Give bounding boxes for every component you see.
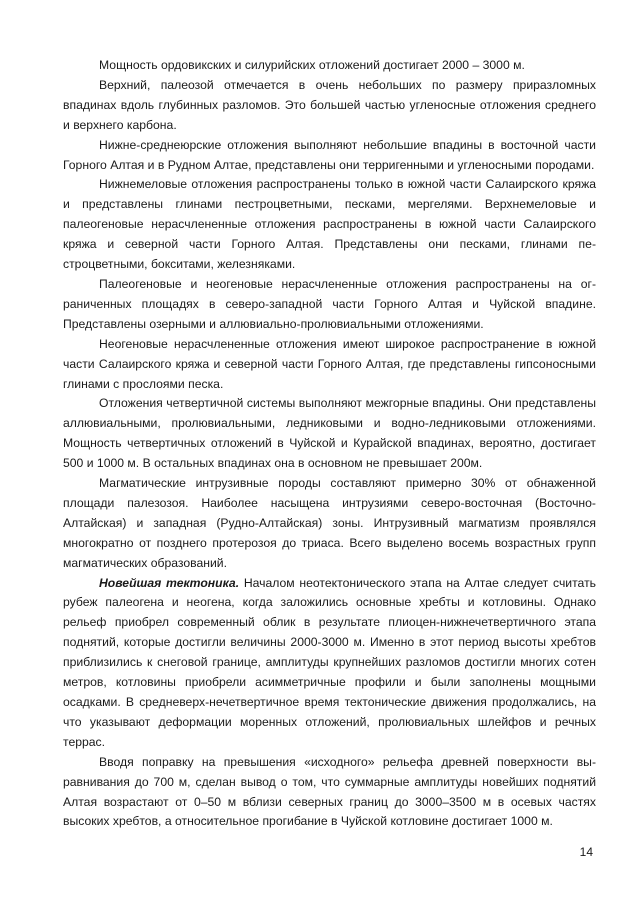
paragraph-neogene: Неогеновые нерасчлененные отложения имеют широкое распространение в южной части Салаирского кряжа и северной части Горного Алтая, где представлены гипсоносными глинами с прослоями песка. — [63, 336, 596, 391]
paragraph-ordovician-thickness: Мощность ордовикских и силурийских отложений достигает 2000 – 3000 м. — [99, 58, 525, 72]
paragraph-neotectonics — [63, 574, 596, 753]
neotectonics-heading: Новейшая тектоника. — [99, 575, 240, 590]
neotectonics-text: Началом неотектонического этапа на Алтае следует считать рубеж палеогена и неогена, когда заложились основные хребты и котловины. Однако рельеф приобрел современный облик в результате плиоцен-нижнечетвертичного этапа поднятий, которые достигли величины 2000-3000 м. Именно в этот период высоты хребтов приблизились к снеговой границе, амплитуды крупнейших разломов достигли многих сотен метров, котловины приобрели асимметричные профили и были заполнены мощными осадками. В средневерх-нечетвертичное время тектонические движения продолжались, на что указывают деформации моренных отложений, пролювиальных шлейфов и речных террас. — [63, 575, 596, 749]
document-page — [63, 56, 596, 832]
paragraph-quaternary: Отложения четвертичной системы выполняют межгорные впадины. Они представлены аллювиальными, пролювиальными, ледниковыми и водно-ледниковыми отложениями. Мощность четвертичных отложений в Чуйской и Курайской впадинах, вероятно, достигает 500 и 1000 м. В остальных впадинах она в основном не превышает 200м. — [63, 396, 596, 471]
paragraph-upper-paleozoic: Верхний, палеозой отмечается в очень небольших по размеру приразломных впадинах вдоль глубинных разломов. Это большей частью угленосные отложения среднего и верхнего карбона. — [63, 77, 596, 132]
paragraph-magmatic-intrusions: Магматические интрузивные породы составляют примерно 30% от обнаженной площади палезозоя. Наиболее насыщена интрузиями северо-восточная (Восточно-Алтайская) и западная (Рудно-Алтайская) зоны. Интрузивный магматизм проявлялся многократно от позднего протерозоя до триаса. Всего выделено восемь возрастных групп магматических образований. — [63, 476, 596, 570]
paragraph-amplitude-conclusion: Вводя поправку на превышения «исходного» рельефа древней поверхности выравнивания до 700 м, сделан вывод о том, что суммарные амплитуды новейших поднятий Алтая возрастают от 0–50 м вблизи северных границ до 3000–3500 м в осевых частях высоких хребтов, а относительное прогибание в Чуйской котловине достигает 1000 м. — [63, 754, 596, 829]
paragraph-cretaceous-paleogene: Нижнемеловые отложения распространены только в южной части Салаирского кряжа и представлены глинами пестроцветными, песками, мергелями. Верхнемеловые и палеогеновые нерасчлененные отложения распространены в южной части Салаирского кряжа и северной части Горного Алтая. Представлены они песками, глинами пестроцветными, бокситами, железняками. — [63, 177, 596, 272]
paragraph-paleogene-neogene: Палеогеновые и неогеновые нерасчлененные отложения распространены на ограниченных площадях в северо-западной части Горного Алтая и Чуйской впадине. Представлены озерными и аллювиально-пролювиальными отложениями. — [63, 276, 596, 331]
page-number: 14 — [579, 845, 593, 859]
paragraph-jurassic: Нижне-среднеюрские отложения выполняют небольшие впадины в восточной части Горного Алтая и в Рудном Алтае, представлены они терригенными и угленосными породами. — [63, 137, 596, 172]
